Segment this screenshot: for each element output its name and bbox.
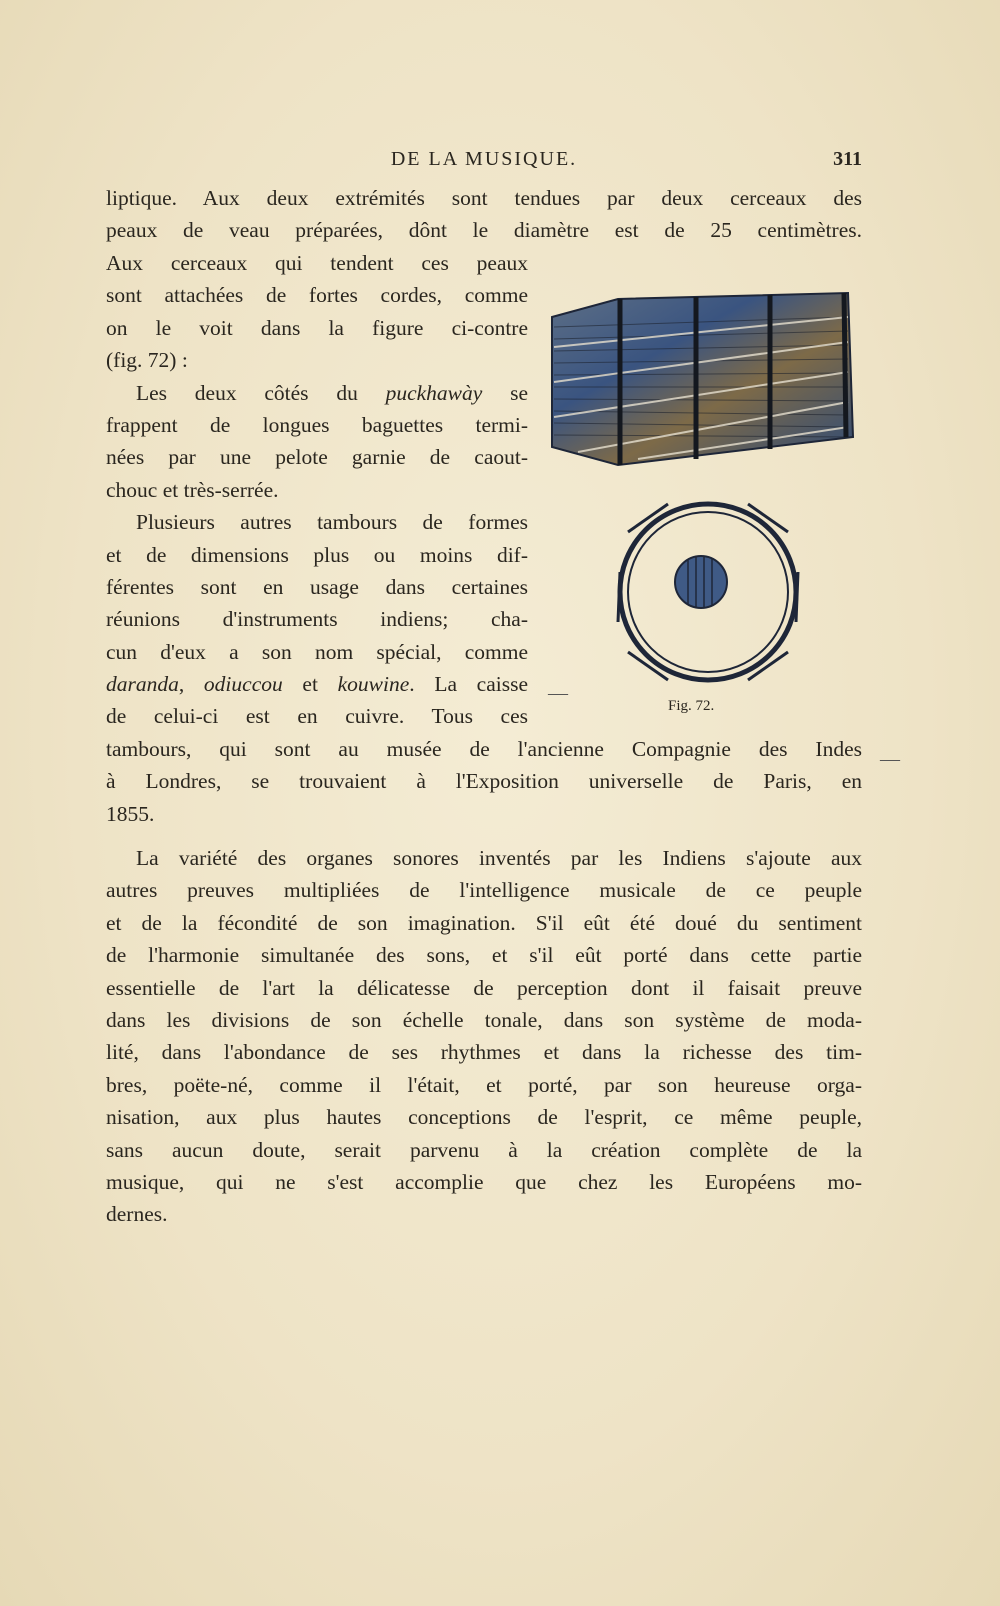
text-line: sans aucun doute, serait parvenu à la création complète de la [106,1137,862,1162]
running-head [106,146,862,176]
text-line: de celui-ci est en cuivre. Tous ces [106,704,528,729]
text-line: Les deux côtés du puckhawày se [136,380,528,405]
drum-top-illustration [608,492,808,692]
text-line: La variété des organes sonores inventés par les Indiens s'ajoute aux [136,846,862,870]
drum-side-illustration [548,287,858,472]
text-line: dernes. [106,1202,168,1227]
text-line: cun d'eux a son nom spécial, comme [106,639,528,664]
paragraph-continuation-2 [106,733,862,830]
text-line: 1855. [106,801,155,826]
page-number: 311 [833,148,862,170]
paragraph-continuation [106,182,862,247]
text-line: férentes sont en usage dans certaines [106,574,528,599]
drum-name-puckhawday: puckhawày [385,380,483,405]
text-line: peaux de veau préparées, dônt le diamètre est de 25 centimètres. [106,218,862,243]
text-line: frappent de longues baguettes termi- [106,412,528,437]
text-line: de l'harmonie simultanée des sons, et s'il eût porté dans cette partie [106,943,862,968]
text-line: liptique. Aux deux extrémités sont tendues par deux cerceaux des [106,186,862,210]
margin-mark: — [880,748,900,770]
text-line: musique, qui ne s'est accomplie que chez les Européens mo- [106,1169,862,1194]
text-line: chouc et très-serrée. [106,477,279,502]
text-line: nées par une pelote garnie de caout- [106,445,528,470]
text-line: Aux cerceaux qui tendent ces peaux [106,251,528,275]
text-line: dans les divisions de son échelle tonale, dans son système de moda- [106,1007,862,1032]
text-line: et de la fécondité de son imagination. S'il eût été doué du sentiment [106,910,862,935]
text-line: et de dimensions plus ou moins dif- [106,542,528,567]
drum-name-odiuccou: odiuccou [203,672,283,697]
running-title: DE LA MUSIQUE. [390,148,578,170]
text-line: lité, dans l'abondance de ses rhythmes et dans la richesse des tim- [106,1040,862,1065]
figure-caption: Fig. 72. [668,698,715,714]
text-line: réunions d'instruments indiens; cha- [106,607,528,632]
text-line: tambours, qui sont au musée de l'ancienne Compagnie des Indes [106,737,862,761]
text-line: essentielle de l'art la délicatesse de perception dont il faisait preuve [106,975,862,1000]
paragraph-final [106,842,862,1231]
text-line: bres, poëte-né, comme il l'était, et porté, par son heureuse orga- [106,1072,862,1097]
drum-name-daranda: daranda [106,672,179,697]
text-line: à Londres, se trouvaient à l'Exposition universelle de Paris, en [106,769,862,794]
text-line: (fig. 72) : [106,348,188,373]
wrapped-text-column [106,247,528,733]
drum-name-kouwine: kouwine [337,672,410,697]
text-line: nisation, aux plus hautes conceptions de l'esprit, ce même peuple, [106,1105,862,1130]
text-line: on le voit dans la figure ci-contre [106,315,528,340]
text-line: daranda, odiuccou et kouwine. La caisse [106,672,528,697]
text-line: autres preuves multipliées de l'intelligence musicale de ce peuple [106,878,862,903]
text-line: Plusieurs autres tambours de formes [136,510,528,535]
margin-mark: — [548,682,568,704]
text-line: sont attachées de fortes cordes, comme [106,283,528,308]
